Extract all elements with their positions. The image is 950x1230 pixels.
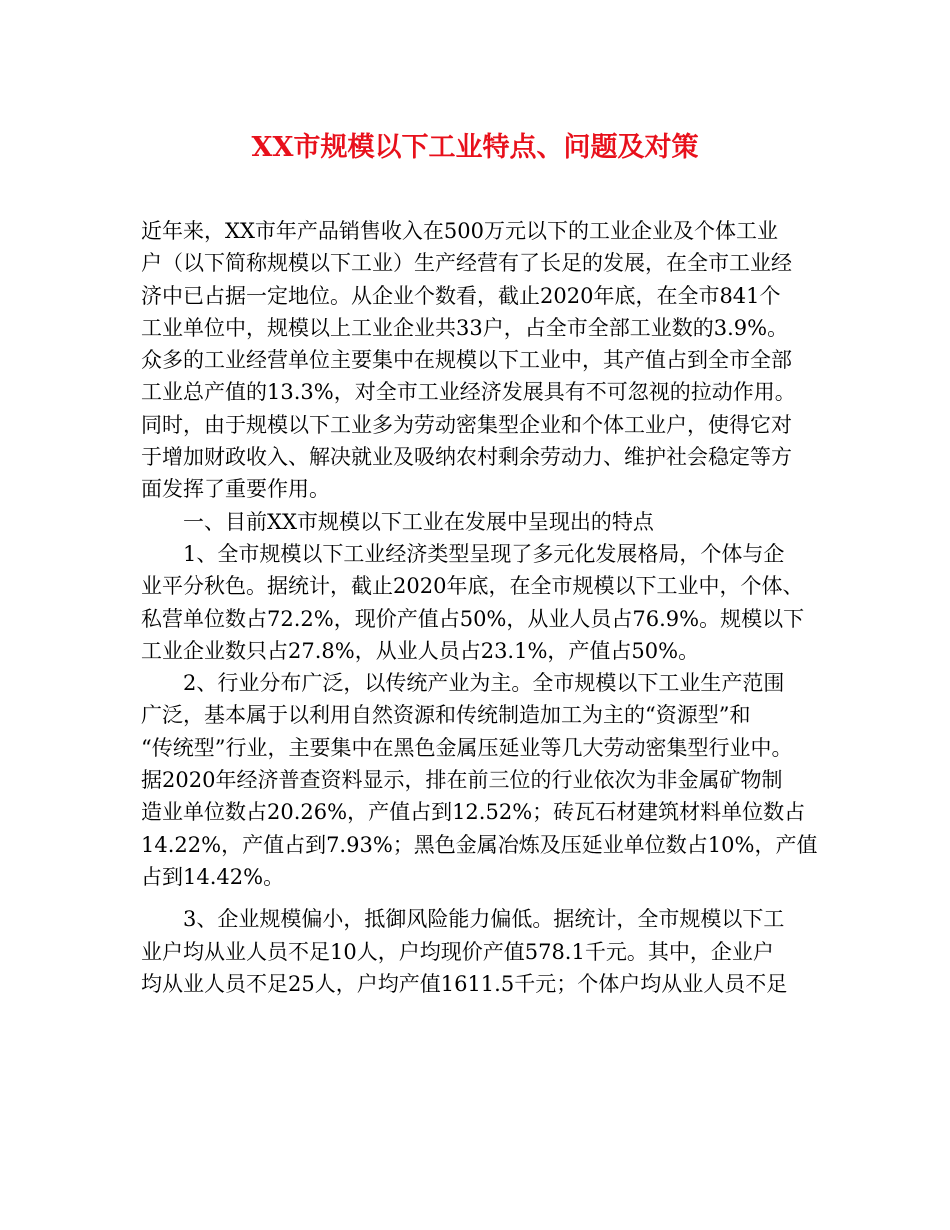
text-line: 于增加财政收入、解决就业及吸纳农村剩余劳动力、维护社会稳定等方 <box>141 445 792 470</box>
text-line: 业户均从业人员不足10人，户均现价产值578.1千元。其中，企业户 <box>141 939 774 964</box>
text-line: 近年来，XX市年产品销售收入在500万元以下的工业企业及个体工业 <box>141 219 778 243</box>
text-line: 工业总产值的13.3%，对全市工业经济发展具有不可忽视的拉动作用。 <box>141 380 796 405</box>
text-line: 均从业人员不足25人，户均产值1611.5千元；个体户均从业人员不足 <box>141 971 788 996</box>
text-line: 广泛，基本属于以利用自然资源和传统制造加工为主的“资源型”和 <box>141 703 751 728</box>
text-line: 工业企业数只占27.8%，从业人员占23.1%，产值占50%。 <box>141 638 700 663</box>
document-title: XX市规模以下工业特点、问题及对策 <box>251 132 699 163</box>
text-line: 造业单位数占20.26%，产值占到12.52%；砖瓦石材建筑材料单位数占 <box>141 800 806 825</box>
text-line: 众多的工业经营单位主要集中在规模以下工业中，其产值占到全市全部 <box>141 348 792 373</box>
text-line: 私营单位数占72.2%，现价产值占50%，从业人员占76.9%。规模以下 <box>141 606 805 631</box>
text-line: 业平分秋色。据统计，截止2020年底，在全市规模以下工业中，个体、 <box>141 574 804 599</box>
text-line: 一、目前XX市规模以下工业在发展中呈现出的特点 <box>183 509 654 534</box>
text-line: 同时，由于规模以下工业多为劳动密集型企业和个体工业户，使得它对 <box>141 412 792 437</box>
text-line: “传统型”行业，主要集中在黑色金属压延业等几大劳动密集型行业中。 <box>141 735 793 760</box>
text-line: 14.22%，产值占到7.93%；黑色金属冶炼及压延业单位数占10%，产值 <box>141 832 818 857</box>
text-line: 2、行业分布广泛，以传统产业为主。全市规模以下工业生产范围 <box>183 671 785 696</box>
text-line: 1、全市规模以下工业经济类型呈现了多元化发展格局，个体与企 <box>183 541 785 566</box>
text-line: 占到14.42%。 <box>141 864 285 889</box>
text-line: 面发挥了重要作用。 <box>141 477 330 502</box>
text-line: 济中已占据一定地位。从企业个数看，截止2020年底，在全市841个 <box>141 283 781 308</box>
text-line: 户（以下简称规模以下工业）生产经营有了长足的发展，在全市工业经 <box>141 251 792 276</box>
text-line: 工业单位中，规模以上工业企业共33户，占全市全部工业数的3.9%。 <box>141 315 789 340</box>
text-line: 据2020年经济普查资料显示，排在前三位的行业依次为非金属矿物制 <box>141 768 783 793</box>
document-body <box>141 215 821 1000</box>
text-line: 3、企业规模偏小，抵御风险能力偏低。据统计，全市规模以下工 <box>183 907 785 932</box>
